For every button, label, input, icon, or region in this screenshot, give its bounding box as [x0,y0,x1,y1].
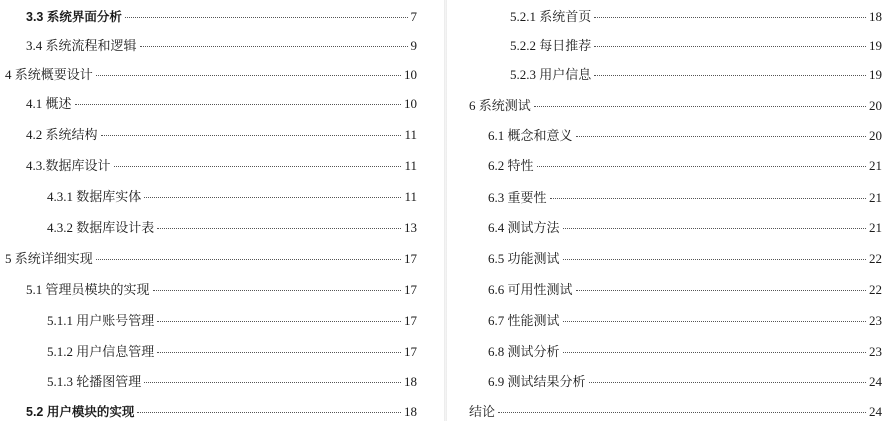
toc-entry-page-number: 13 [404,220,417,235]
toc-entry-page-number: 10 [404,67,417,82]
toc-entry[interactable] [488,127,882,145]
dot-leader [137,412,401,413]
toc-entry-title: 6.8 测试分析 [488,344,560,359]
toc-entry-page-number: 17 [404,282,417,297]
toc-entry-title: 4.3.数据库设计 [26,158,111,173]
toc-entry-page-number: 22 [869,282,882,297]
toc-entry-title: 3.3 系统界面分析 [26,10,122,24]
toc-entry-title: 6.1 概念和意义 [488,128,573,143]
toc-entry-title: 5.2.2 每日推荐 [510,38,592,53]
dot-leader [96,75,401,76]
toc-entry[interactable] [47,312,417,330]
toc-entry-page-number: 11 [404,158,417,173]
toc-entry-title: 5.2.3 用户信息 [510,67,592,82]
dot-leader [563,259,866,260]
toc-entry[interactable] [488,312,882,330]
dot-leader [157,228,401,229]
toc-entry-page-number: 24 [869,404,882,419]
toc-entry-title: 5.2.1 系统首页 [510,9,592,24]
toc-entry[interactable] [26,95,417,113]
toc-entry-title: 4.3.2 数据库设计表 [47,220,155,235]
toc-entry-page-number: 21 [869,158,882,173]
toc-entry-page-number: 18 [404,404,417,419]
toc-entry[interactable] [26,403,417,421]
dot-leader [534,106,866,107]
toc-entry-page-number: 21 [869,190,882,205]
toc-entry[interactable] [26,37,417,55]
toc-entry-page-number: 11 [404,189,417,204]
toc-entry-page-number: 24 [869,374,882,389]
toc-entry-title: 4 系统概要设计 [5,67,93,82]
toc-entry-title: 5.1 管理员模块的实现 [26,282,150,297]
dot-leader [96,259,401,260]
toc-entry[interactable] [26,126,417,144]
toc-entry[interactable] [47,188,417,206]
dot-leader [550,198,866,199]
toc-entry-title: 结论 [469,404,496,419]
toc-page-right [447,0,888,421]
toc-entry-page-number: 20 [869,128,882,143]
toc-entry[interactable] [488,373,882,391]
toc-entry-title: 3.4 系统流程和逻辑 [26,38,137,53]
toc-entry[interactable] [469,97,882,115]
toc-entry[interactable] [488,343,882,361]
dot-leader [594,75,866,76]
dot-leader [594,17,866,18]
toc-entry-page-number: 20 [869,98,882,113]
dot-leader [498,412,866,413]
toc-entry-title: 5 系统详细实现 [5,251,93,266]
dot-leader [75,104,401,105]
dot-leader [140,46,408,47]
toc-entry[interactable] [488,219,882,237]
toc-entry[interactable] [47,219,417,237]
toc-entry-title: 4.1 概述 [26,96,72,111]
toc-entry-title: 5.1.2 用户信息管理 [47,344,155,359]
dot-leader [563,352,866,353]
dot-leader [576,290,866,291]
toc-entry-title: 5.1.3 轮播图管理 [47,374,142,389]
toc-entry-page-number: 7 [410,9,417,24]
toc-entry-page-number: 19 [869,38,882,53]
toc-entry-page-number: 11 [404,127,417,142]
toc-entry-title: 6 系统测试 [469,98,531,113]
dot-leader [157,352,401,353]
dot-leader [114,166,402,167]
toc-entry[interactable] [5,250,417,268]
toc-entry-page-number: 17 [404,344,417,359]
dot-leader [101,135,402,136]
toc-entry-title: 6.2 特性 [488,158,534,173]
toc-entry-title: 6.5 功能测试 [488,251,560,266]
toc-entry-page-number: 23 [869,344,882,359]
dot-leader [594,46,866,47]
dot-leader [144,382,401,383]
dot-leader [576,136,866,137]
toc-entry-page-number: 10 [404,96,417,111]
toc-entry[interactable] [26,8,417,26]
dot-leader [563,321,866,322]
toc-entry-page-number: 21 [869,220,882,235]
toc-entry-page-number: 19 [869,67,882,82]
toc-entry[interactable] [26,157,417,175]
toc-entry[interactable] [5,66,417,84]
toc-entry-page-number: 17 [404,313,417,328]
toc-entry-title: 4.2 系统结构 [26,127,98,142]
toc-entry[interactable] [510,66,882,84]
toc-entry[interactable] [488,281,882,299]
dot-leader [157,321,401,322]
toc-entry[interactable] [510,8,882,26]
toc-entry-title: 4.3.1 数据库实体 [47,189,142,204]
dot-leader [144,197,401,198]
toc-entry-page-number: 23 [869,313,882,328]
toc-entry[interactable] [47,373,417,391]
toc-entry[interactable] [47,343,417,361]
toc-entry[interactable] [26,281,417,299]
toc-entry-title: 6.9 测试结果分析 [488,374,586,389]
toc-entry-page-number: 9 [410,38,417,53]
dot-leader [589,382,866,383]
toc-entry-title: 6.3 重要性 [488,190,547,205]
toc-entry-title: 5.1.1 用户账号管理 [47,313,155,328]
toc-entry-page-number: 22 [869,251,882,266]
dot-leader [563,228,866,229]
dot-leader [153,290,401,291]
toc-entry-title: 5.2 用户模块的实现 [26,405,135,419]
toc-entry[interactable] [488,157,882,175]
toc-entry-title: 6.6 可用性测试 [488,282,573,297]
toc-entry-page-number: 18 [404,374,417,389]
toc-entry-title: 6.4 测试方法 [488,220,560,235]
dot-leader [125,17,408,18]
toc-entry[interactable] [469,403,882,421]
toc-entry-title: 6.7 性能测试 [488,313,560,328]
toc-entry-page-number: 17 [404,251,417,266]
toc-entry[interactable] [488,189,882,207]
toc-entry-page-number: 18 [869,9,882,24]
toc-entry[interactable] [488,250,882,268]
dot-leader [537,166,866,167]
toc-entry[interactable] [510,37,882,55]
